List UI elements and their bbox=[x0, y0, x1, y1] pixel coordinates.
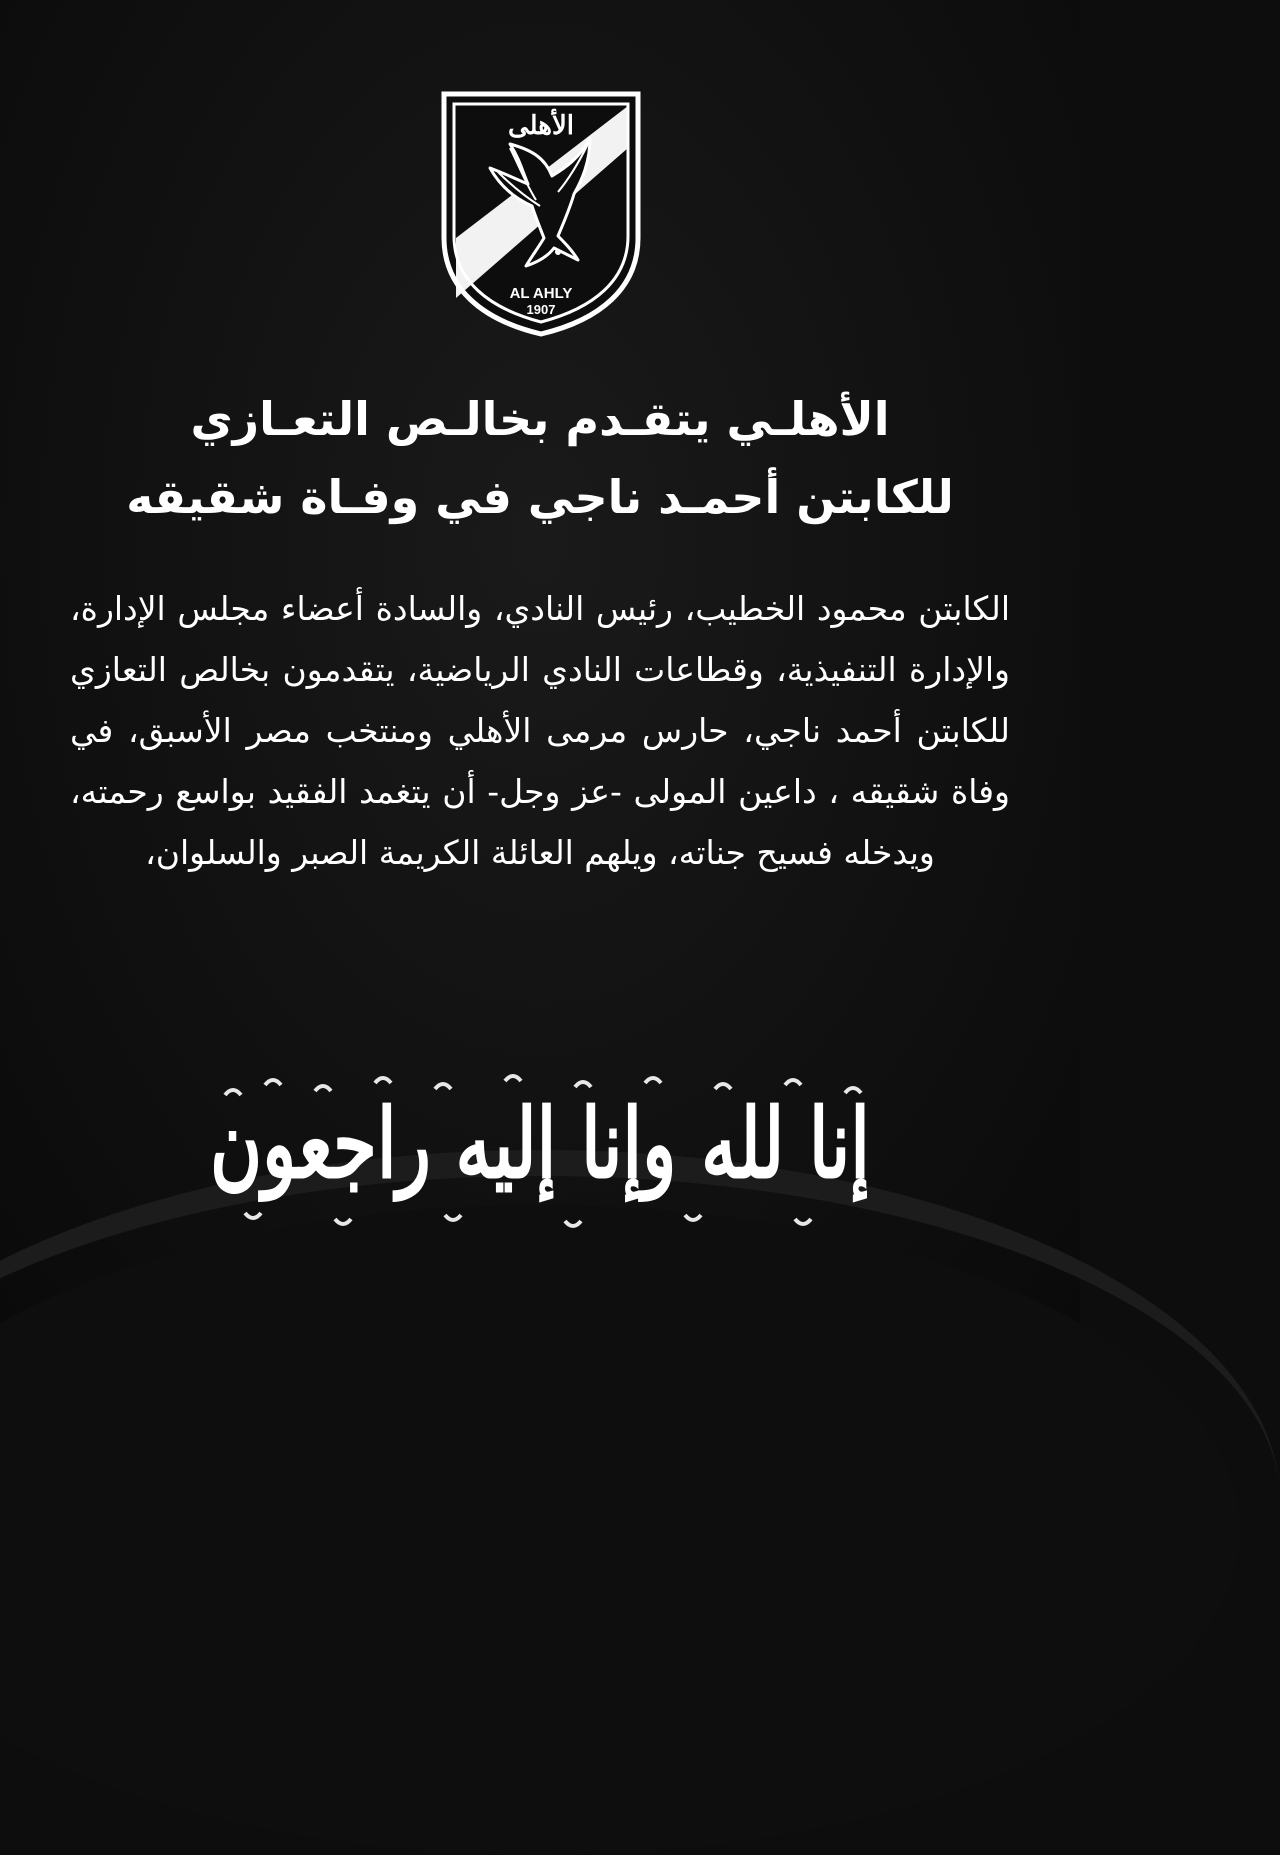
crest-arabic-name: الأهلى bbox=[507, 111, 575, 141]
headline bbox=[80, 380, 1000, 536]
verse-text: إنا لله وإنا إليه راجعون bbox=[210, 1087, 1103, 1200]
al-ahly-crest-logo bbox=[440, 88, 642, 338]
condolence-message: الكابتن محمود الخطيب، رئيس النادي، والسادة أعضاء مجلس الإدارة، والإدارة التنفيذية، وقطاعات النادي الرياضية، يتقدمون بخالص التعازي للكابتن أحمد ناجي، حارس مرمى الأهلي ومنتخب مصر الأسبق، في وفاة شقيقه ، داعين المولى -عز وجل- أن يتغمد الفقيد بواسع رحمته، ويدخله فسيح جناته، ويلهم العائلة الكريمة الصبر والسلوان، bbox=[70, 589, 1010, 872]
crest-latin-name: AL AHLY bbox=[509, 285, 573, 302]
verse-calligraphy bbox=[185, 1055, 1103, 1235]
headline-line-1: الأهلـي يتقـدم بخالـص التعـازي bbox=[190, 392, 890, 446]
crest-year: 1907 bbox=[526, 302, 556, 317]
headline-line-2: للكابتن أحمـد ناجي في وفـاة شقيقه bbox=[126, 470, 954, 524]
